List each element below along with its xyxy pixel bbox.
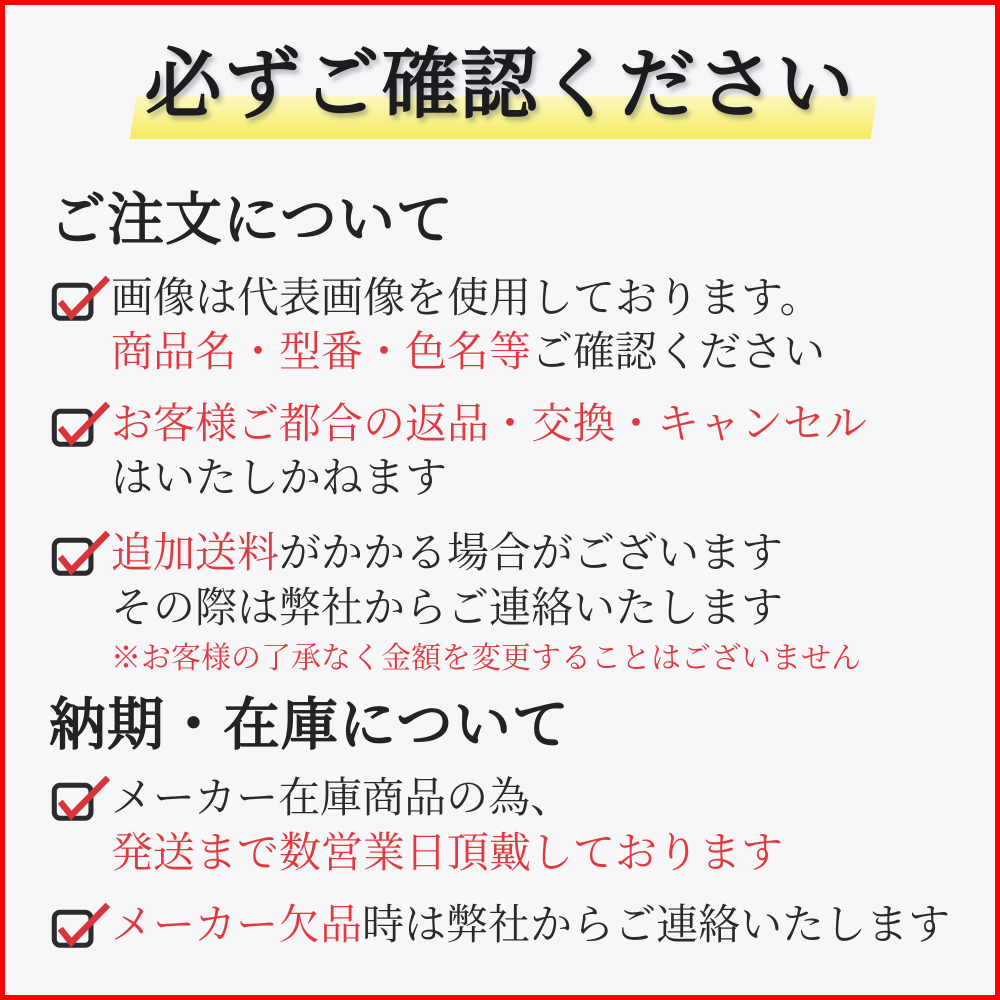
checked-checkbox-icon	[51, 403, 97, 447]
text-segment: ご確認ください	[531, 330, 826, 377]
page-title	[145, 39, 856, 131]
text-segment: はいたしかねます	[111, 456, 448, 503]
text-segment-red: メーカー欠品	[111, 902, 363, 949]
item-text	[111, 398, 867, 507]
checked-checkbox-icon	[51, 277, 97, 321]
order-section-heading: ご注文について	[49, 189, 454, 253]
text-line	[111, 827, 783, 882]
checked-checkbox-icon	[51, 777, 97, 821]
text-line	[111, 527, 861, 582]
page-title-text: 必ずご確認ください	[144, 42, 856, 128]
stock-section	[49, 692, 951, 953]
item-text	[111, 772, 783, 881]
checked-checkbox-icon	[51, 532, 97, 576]
text-line	[111, 326, 825, 381]
text-segment-red: 商品名・型番・色名等	[111, 330, 532, 377]
list-item-extra-shipping	[49, 527, 951, 678]
list-item-representative-image	[49, 272, 951, 381]
checked-checkbox-icon	[51, 777, 97, 821]
text-line	[111, 899, 950, 954]
list-item-returns-cancel	[49, 398, 951, 507]
text-segment-red: 発送まで数営業日頂戴しております	[111, 831, 784, 878]
text-line	[111, 582, 861, 637]
text-segment: 時は弊社からご連絡いたします	[362, 902, 951, 949]
text-segment: 画像は代表画像を使用しております。	[111, 275, 822, 322]
list-item-maker-shortage	[49, 899, 951, 954]
notice-image	[5, 5, 995, 953]
checked-checkbox-icon	[51, 277, 97, 321]
text-line	[111, 398, 867, 453]
stock-section-heading: 納期・在庫について	[49, 694, 570, 758]
text-segment: メーカー在庫商品の為、	[111, 776, 573, 823]
item-text	[111, 899, 950, 954]
item-text	[111, 527, 861, 678]
text-segment: がかかる場合がございます	[279, 531, 784, 578]
checked-checkbox-icon	[51, 532, 97, 576]
text-line	[111, 452, 867, 507]
text-segment-red: 追加送料	[111, 531, 280, 578]
text-segment-red: お客様ご都合の返品・交換・キャンセル	[111, 401, 868, 448]
checked-checkbox-icon	[51, 904, 97, 948]
text-segment: その際は弊社からご連絡いたします	[111, 585, 784, 632]
item-text	[111, 272, 825, 381]
fine-print-note: ※お客様の了承なく金額を変更することはございません	[111, 642, 861, 676]
checked-checkbox-icon	[51, 403, 97, 447]
text-line	[111, 772, 783, 827]
text-line	[111, 272, 825, 327]
title-band	[49, 39, 951, 131]
list-item-maker-stock	[49, 772, 951, 881]
order-section	[49, 187, 951, 678]
checked-checkbox-icon	[51, 904, 97, 948]
